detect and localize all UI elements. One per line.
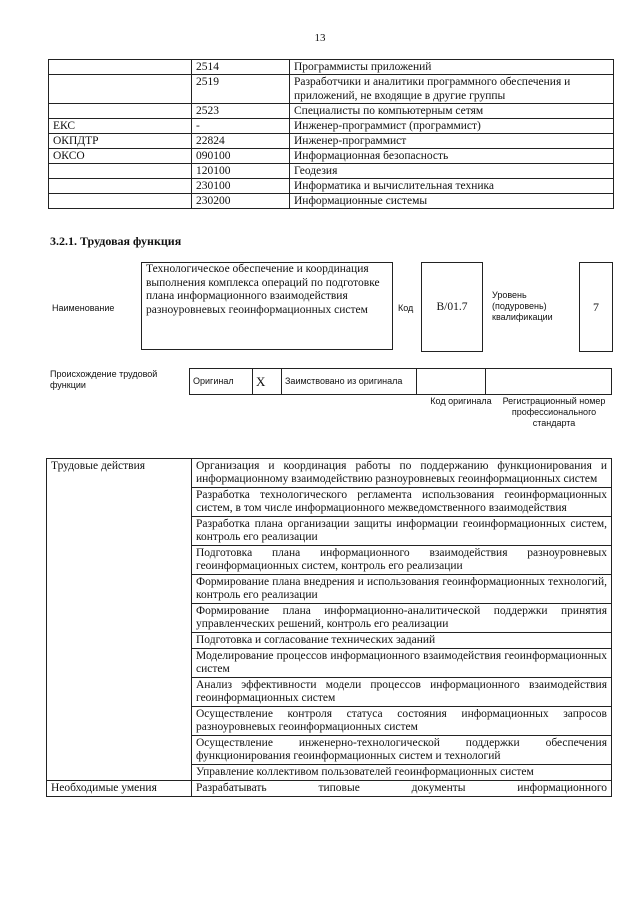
classification-row	[49, 134, 614, 149]
classification-code: 2514	[192, 60, 290, 75]
labor-action: Формирование плана внедрения и использования геоинформационных технологий, контроль его реализации	[192, 575, 612, 604]
classification-code: 2523	[192, 104, 290, 119]
code-label: Код	[398, 303, 414, 313]
labor-action: Организация и координация работы по поддержанию функционирования и информационному взаимодействию разноуровневых геоинформационных систем	[192, 459, 612, 488]
classification-group: ЕКС	[49, 119, 192, 134]
classification-name: Инженер-программист	[290, 134, 614, 149]
classification-row	[49, 75, 614, 104]
labor-action: Разработка технологического регламента использования геоинформационных систем, в том числе информационного межведомственного взаимодействия	[192, 488, 612, 517]
origin-table	[189, 368, 612, 395]
classification-code: -	[192, 119, 290, 134]
classification-code: 090100	[192, 149, 290, 164]
labor-action: Подготовка плана информационного взаимодействия разноуровневых геоинформационных систем, контроль его реализации	[192, 546, 612, 575]
classification-group	[49, 179, 192, 194]
page-number: 13	[314, 32, 326, 44]
name-label: Наименование	[52, 303, 115, 313]
origin-reg-cell	[486, 369, 612, 395]
classification-code: 230200	[192, 194, 290, 209]
origin-code-caption: Код оригинала	[430, 396, 492, 406]
classification-row	[49, 164, 614, 179]
labor-action: Осуществление контроля статуса состояния информационных запросов разноуровневых геоинформационных систем	[192, 707, 612, 736]
labor-action: Управление коллективом пользователей геоинформационных систем	[192, 765, 612, 781]
origin-code-cell	[417, 369, 486, 395]
borrowed-label: Заимствовано из оригинала	[282, 369, 417, 395]
classification-row	[49, 104, 614, 119]
labor-actions-table	[46, 458, 612, 797]
classification-code: 120100	[192, 164, 290, 179]
classification-group	[49, 75, 192, 104]
classification-name: Специалисты по компьютерным сетям	[290, 104, 614, 119]
labor-action: Моделирование процессов информационного взаимодействия геоинформационных систем	[192, 649, 612, 678]
classification-row	[49, 194, 614, 209]
classification-name: Инженер-программист (программист)	[290, 119, 614, 134]
classification-name: Информатика и вычислительная техника	[290, 179, 614, 194]
classification-row	[49, 60, 614, 75]
skills-row	[47, 781, 612, 797]
classification-code: 2519	[192, 75, 290, 104]
classification-group: ОКПДТР	[49, 134, 192, 149]
labor-action: Осуществление инженерно-технологической поддержки обеспечения функционирования геоинформационных систем и технологий	[192, 736, 612, 765]
classification-name: Информационная безопасность	[290, 149, 614, 164]
labor-action-row	[47, 459, 612, 488]
classification-group	[49, 164, 192, 179]
classification-group	[49, 60, 192, 75]
origin-label: Происхождение трудовой функции	[50, 369, 158, 390]
labor-action: Анализ эффективности модели процессов информационного взаимодействия геоинформационных систем	[192, 678, 612, 707]
original-mark: Х	[253, 369, 282, 395]
original-label: Оригинал	[190, 369, 253, 395]
skills-label: Необходимые умения	[47, 781, 192, 797]
classification-group	[49, 104, 192, 119]
skill-item: Разрабатывать типовые документы информационного	[192, 781, 612, 797]
qualification-level-label: Уровень (подуровень) квалификации	[492, 290, 553, 322]
classification-row	[49, 149, 614, 164]
registration-number-caption: Регистрационный номер профессионального стандарта	[502, 396, 606, 428]
classification-row	[49, 179, 614, 194]
labor-action: Подготовка и согласование технических заданий	[192, 633, 612, 649]
classification-name: Информационные системы	[290, 194, 614, 209]
function-name-box: Технологическое обеспечение и координация выполнения комплекса операций по подготовке плана информационного взаимодействия разноуровневых геоинформационных систем	[141, 262, 393, 350]
labor-action: Формирование плана информационно-аналитической поддержки принятия управленческих решений, контроль его реализации	[192, 604, 612, 633]
classification-table	[48, 59, 614, 209]
qualification-level-box: 7	[579, 262, 613, 352]
classification-code: 230100	[192, 179, 290, 194]
section-title: 3.2.1. Трудовая функция	[50, 234, 182, 248]
classification-code: 22824	[192, 134, 290, 149]
classification-group	[49, 194, 192, 209]
labor-actions-label: Трудовые действия	[47, 459, 192, 781]
classification-name: Геодезия	[290, 164, 614, 179]
classification-group: ОКСО	[49, 149, 192, 164]
labor-action: Разработка плана организации защиты информации геоинформационных систем, контроль его реализации	[192, 517, 612, 546]
function-code-box: В/01.7	[421, 262, 483, 352]
classification-name: Программисты приложений	[290, 60, 614, 75]
classification-row	[49, 119, 614, 134]
classification-name: Разработчики и аналитики программного обеспечения и приложений, не входящие в другие группы	[290, 75, 614, 104]
